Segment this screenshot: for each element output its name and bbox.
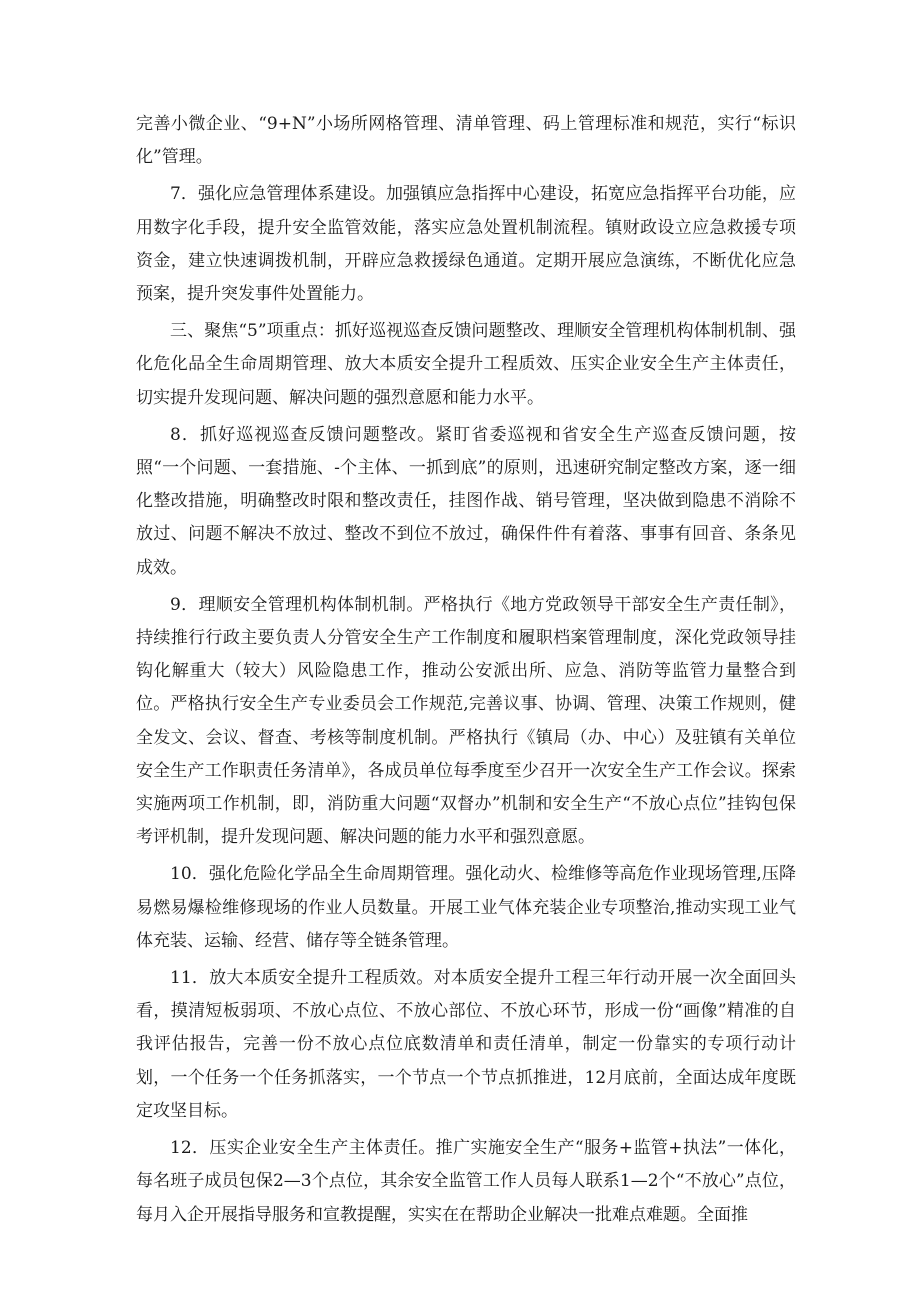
- document-body: [136, 108, 796, 1232]
- paragraph-item-9: 9．理顺安全管理机构体制机制。严格执行《地方党政领导干部安全生产责任制》，持续推行行政主要负责人分管安全生产工作制度和履职档案管理制度，深化党政领导挂钩化解重大（较大）风险隐患工作，推动公安派出所、应急、消防等监管力量整合到位。严格执行安全生产专业委员会工作规范,完善议事、协调、管理、决策工作规则，健全发文、会议、督查、考核等制度机制。严格执行《镇局（办、中心）及驻镇有关单位安全生产工作职责任务清单》，各成员单位每季度至少召开一次安全生产工作会议。探索实施两项工作机制，即，消防重大问题“双督办”机制和安全生产“不放心点位”挂钩包保考评机制，提升发现问题、解决问题的能力水平和强烈意愿。: [136, 594, 796, 848]
- paragraph-item-11: 11．放大本质安全提升工程质效。对本质安全提升工程三年行动开展一次全面回头看，摸清短板弱项、不放心点位、不放心部位、不放心环节，形成一份“画像”精准的自我评估报告，完善一份不放心点位底数清单和责任清单，制定一份靠实的专项行动计划，一个任务一个任务抓落实，一个节点一个节点抓推进，12月底前，全面达成年度既定攻坚目标。: [136, 968, 796, 1121]
- paragraph-item-12: 12．压实企业安全生产主体责任。推广实施安全生产“服务+监管+执法”一体化，每名班子成员包保2—3个点位，其余安全监管工作人员每人联系1—2个“不放心”点位，每月入企开展指导服务和宣教提醒，实实在在帮助企业解决一批难点难题。全面推: [136, 1138, 796, 1225]
- paragraph-item-10: 10．强化危险化学品全生命周期管理。强化动火、检维修等高危作业现场管理,压降易燃易爆检维修现场的作业人员数量。开展工业气体充装企业专项整治,推动实现工业气体充装、运输、经营、储存等全链条管理。: [136, 864, 796, 951]
- paragraph-item-8: 8．抓好巡视巡查反馈问题整改。紧盯省委巡视和省安全生产巡查反馈问题，按照“一个问题、一套措施、-个主体、一抓到底”的原则，迅速研究制定整改方案，逐一细化整改措施，明确整改时限和整改责任，挂图作战、销号管理，坚决做到隐患不消除不放过、问题不解决不放过、整改不到位不放过，确保件件有着落、事事有回音、条条见成效。: [136, 424, 796, 578]
- paragraph-section-3: 三、聚焦“5”项重点：抓好巡视巡查反馈问题整改、理顺安全管理机构体制机制、强化危化品全生命周期管理、放大本质安全提升工程质效、压实企业安全生产主体责任，切实提升发现问题、解决问题的强烈意愿和能力水平。: [136, 321, 796, 408]
- paragraph-item-7: 7．强化应急管理体系建设。加强镇应急指挥中心建设，拓宽应急指挥平台功能，应用数字化手段，提升安全监管效能，落实应急处置机制流程。镇财政设立应急救援专项资金，建立快速调拨机制，开辟应急救援绿色通道。定期开展应急演练，不断优化应急预案，提升突发事件处置能力。: [136, 184, 796, 305]
- paragraph-continuation: 完善小微企业、“9+N”小场所网格管理、清单管理、码上管理标准和规范，实行“标识化”管理。: [136, 114, 796, 168]
